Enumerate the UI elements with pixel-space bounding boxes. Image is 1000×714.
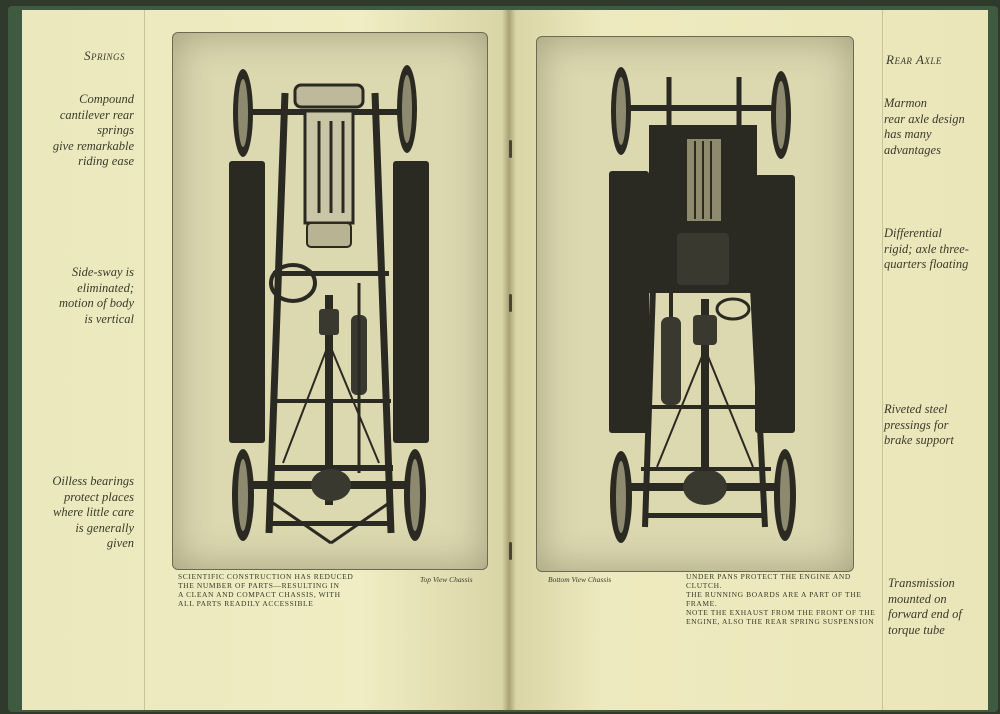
note-line: pressings for: [884, 417, 949, 432]
note-line: rear axle design: [884, 111, 965, 126]
caption-line: THE RUNNING BOARDS ARE A PART OF THE FRAME.: [686, 590, 862, 608]
open-booklet-spread: [22, 10, 988, 710]
caption-line: ENGINE, ALSO THE REAR SPRING SUSPENSION: [686, 617, 875, 626]
note-line: brake support: [884, 433, 954, 447]
caption-line: A CLEAN AND COMPACT CHASSIS, WITH: [178, 590, 341, 599]
note-line: cantilever rear: [59, 107, 134, 122]
binding-staple: [509, 542, 512, 560]
note-line: rigid; axle three-: [884, 241, 969, 256]
note-line: Side-sway is: [71, 265, 134, 279]
bottom-view-chassis-photo: [536, 36, 854, 572]
caption-line: NOTE THE EXHAUST FROM THE FRONT OF THE: [686, 608, 876, 617]
margin-note-springs: [32, 92, 134, 170]
top-view-chassis-photo: [172, 32, 488, 570]
bottom-view-figure-label: Bottom View Chassis: [548, 575, 612, 584]
margin-note-side-sway: [32, 265, 134, 327]
bottom-view-caption: [686, 572, 876, 626]
note-line: where little care: [53, 505, 134, 519]
note-line: Riveted steel: [884, 402, 948, 416]
note-line: forward end of: [888, 607, 962, 621]
caption-line: THE NUMBER OF PARTS—RESULTING IN: [178, 581, 340, 590]
caption-line: ALL PARTS READILY ACCESSIBLE: [178, 599, 314, 608]
top-view-caption: [178, 572, 358, 608]
note-line: eliminated;: [77, 280, 134, 295]
bottom-view-chassis-illustration: [537, 37, 853, 571]
right-page: [508, 10, 988, 710]
caption-line: SCIENTIFIC CONSTRUCTION HAS REDUCED: [178, 572, 354, 581]
note-line: advantages: [884, 142, 941, 157]
note-line: has many: [884, 127, 932, 141]
note-line: riding ease: [78, 154, 134, 168]
note-line: springs: [97, 123, 134, 137]
note-line: torque tube: [888, 622, 945, 637]
note-line: Transmission: [888, 576, 955, 590]
margin-note-transmission: [888, 576, 984, 638]
note-line: mounted on: [888, 591, 947, 606]
margin-note-marmon-rear-axle: [884, 96, 984, 158]
section-title-springs: Springs: [84, 48, 125, 63]
note-line: is vertical: [84, 311, 134, 326]
margin-note-differential: [884, 226, 984, 273]
binding-staple: [509, 294, 512, 312]
note-line: give remarkable: [52, 138, 134, 153]
note-line: Marmon: [884, 96, 928, 110]
note-line: Oilless bearings: [52, 474, 134, 488]
note-line: protect places: [63, 489, 134, 504]
binding-gutter: [502, 10, 516, 710]
binding-staple: [509, 140, 512, 158]
top-view-figure-label: Top View Chassis: [420, 575, 473, 584]
note-line: is generally: [75, 520, 134, 535]
note-line: quarters floating: [884, 257, 969, 271]
top-view-chassis-illustration: [173, 33, 487, 569]
note-line: Compound: [79, 92, 134, 106]
caption-line: UNDER PANS PROTECT THE ENGINE AND CLUTCH.: [686, 572, 851, 590]
margin-note-oilless-bearings: [32, 474, 134, 552]
note-line: motion of body: [59, 296, 134, 310]
section-title-rear-axle: Rear Axle: [886, 52, 942, 67]
left-page: [22, 10, 508, 710]
margin-note-riveted-steel: [884, 402, 984, 449]
note-line: given: [106, 536, 134, 550]
note-line: Differential: [884, 226, 942, 240]
